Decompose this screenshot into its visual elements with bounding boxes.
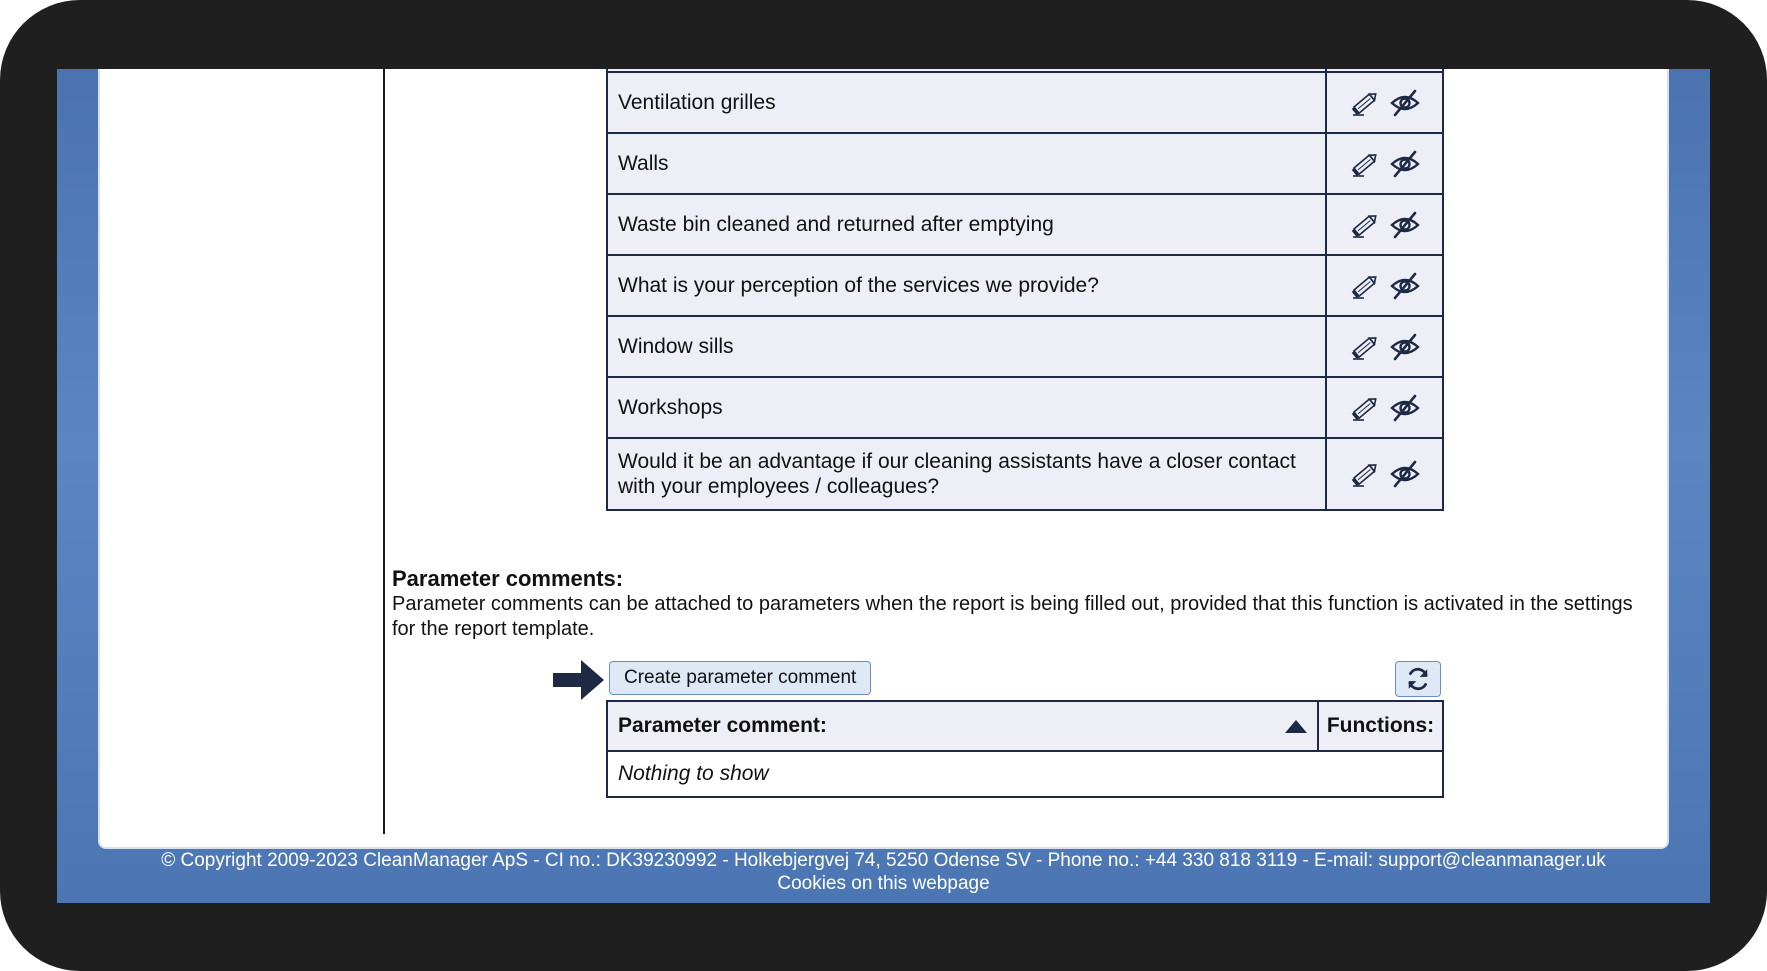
parameter-row — [607, 133, 1443, 194]
pencil-icon[interactable] — [1349, 210, 1381, 240]
parameter-label: Walls — [607, 133, 1326, 194]
parameter-row — [607, 316, 1443, 377]
pencil-icon[interactable] — [1349, 271, 1381, 301]
cookies-link[interactable]: Cookies on this webpage — [777, 873, 990, 894]
parameter-label: What is your perception of the services we provide? — [607, 255, 1326, 316]
column-label-parameter-comment: Parameter comment: — [618, 714, 827, 737]
pencil-icon[interactable] — [1349, 459, 1381, 489]
pencil-icon[interactable] — [1349, 149, 1381, 179]
content-panel — [98, 69, 1669, 849]
parameter-label: Would it be an advantage if our cleaning assistants have a closer contact with your employees / colleagues? — [607, 438, 1326, 510]
parameter-functions — [1326, 72, 1443, 133]
parameter-label: Ventilation grilles — [607, 72, 1326, 133]
parameter-functions — [1326, 133, 1443, 194]
parameter-row — [607, 72, 1443, 133]
pencil-icon[interactable] — [1349, 393, 1381, 423]
parameter-comments-description: Parameter comments can be attached to parameters when the report is being filled out, provided that this function is activated in the settings for the report template. — [392, 593, 1633, 640]
parameter-functions — [1326, 194, 1443, 255]
eye-slash-icon[interactable] — [1389, 210, 1421, 240]
parameter-functions — [1326, 316, 1443, 377]
parameter-label: Window sills — [607, 316, 1326, 377]
parameters-table — [606, 69, 1444, 511]
column-header-parameter-comment[interactable] — [607, 701, 1318, 751]
refresh-icon — [1405, 666, 1431, 692]
sidebar-divider — [383, 69, 385, 834]
empty-row — [607, 751, 1443, 797]
parameter-functions — [1326, 438, 1443, 510]
eye-slash-icon[interactable] — [1389, 149, 1421, 179]
pencil-icon[interactable] — [1349, 332, 1381, 362]
create-parameter-comment-button[interactable]: Create parameter comment — [609, 661, 871, 695]
eye-slash-icon[interactable] — [1389, 393, 1421, 423]
eye-slash-icon[interactable] — [1389, 459, 1421, 489]
footer — [57, 849, 1710, 895]
parameter-functions — [1326, 255, 1443, 316]
eye-slash-icon[interactable] — [1389, 332, 1421, 362]
empty-message: Nothing to show — [607, 751, 1443, 797]
parameter-row — [607, 255, 1443, 316]
arrow-right-icon — [551, 657, 607, 703]
pencil-icon[interactable] — [1349, 88, 1381, 118]
eye-slash-icon[interactable] — [1389, 271, 1421, 301]
parameter-label: Workshops — [607, 377, 1326, 438]
parameter-functions — [1326, 377, 1443, 438]
column-header-functions: Functions: — [1318, 701, 1443, 751]
eye-slash-icon[interactable] — [1389, 88, 1421, 118]
parameter-row — [607, 194, 1443, 255]
sort-asc-icon[interactable] — [1285, 720, 1307, 733]
browser-viewport — [57, 69, 1710, 903]
parameter-comments-table — [606, 700, 1444, 798]
parameter-row — [607, 377, 1443, 438]
footer-copyright: © Copyright 2009-2023 CleanManager ApS - CI no.: DK39230992 - Holkebjergvej 74, 5250 Odense SV - Phone no.: +44 330 818 3119 - E-mail: support@cleanmanager.uk — [161, 850, 1606, 871]
parameter-row — [607, 438, 1443, 510]
parameter-label: Waste bin cleaned and returned after emptying — [607, 194, 1326, 255]
refresh-button[interactable] — [1395, 661, 1441, 697]
parameter-comments-title: Parameter comments: — [392, 566, 624, 591]
